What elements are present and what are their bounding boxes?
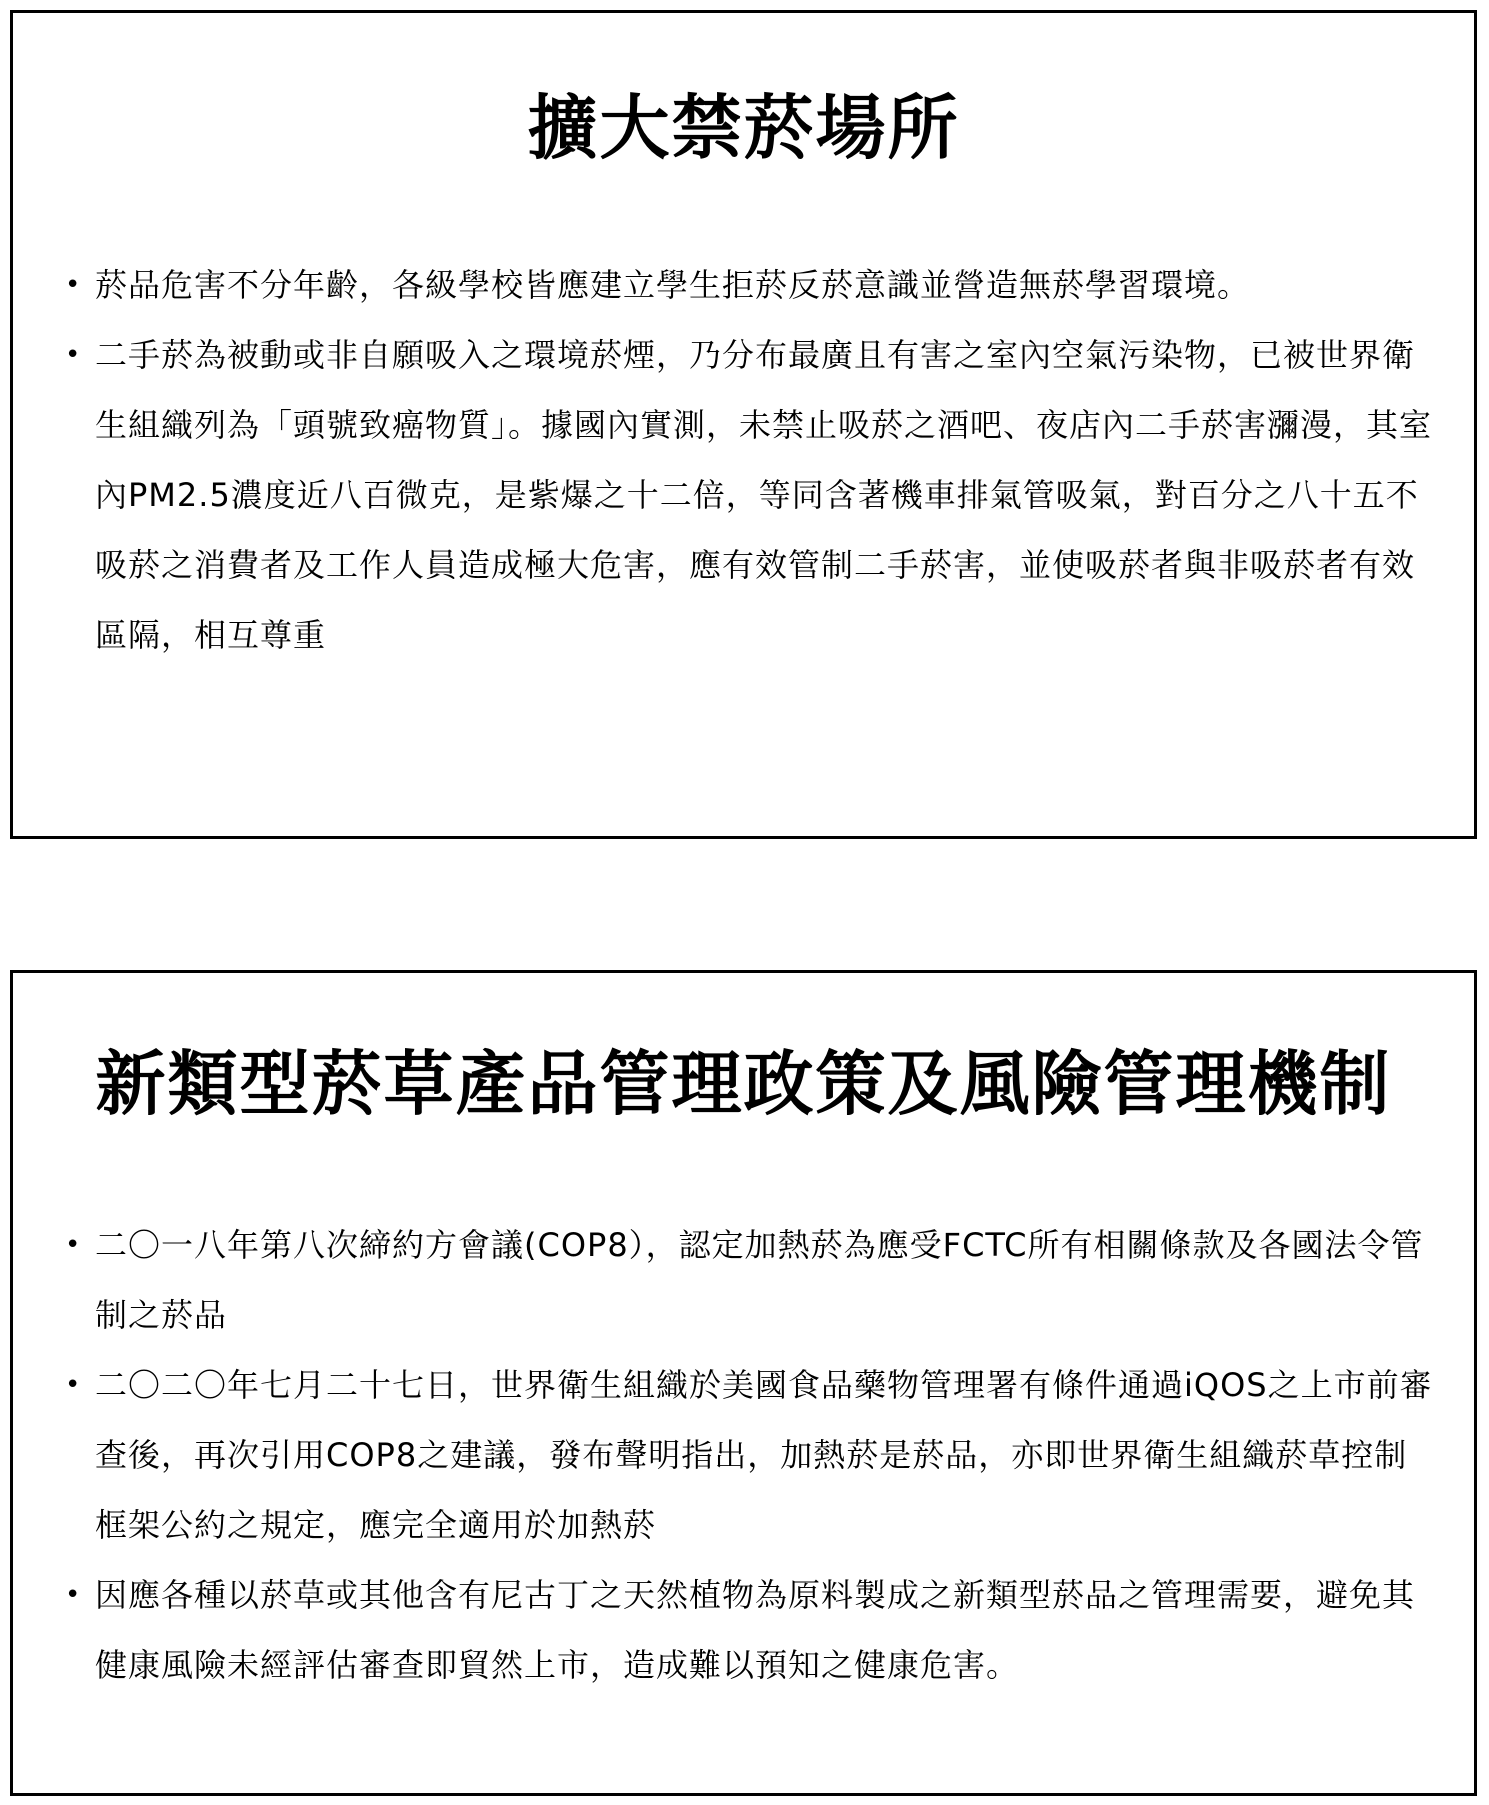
bullet-dot-icon: • bbox=[65, 1580, 82, 1610]
slide-title: 擴大禁菸場所 bbox=[527, 87, 960, 169]
bullet-item bbox=[13, 1560, 1474, 1700]
bullet-dot-icon: • bbox=[65, 340, 82, 370]
bullet-item bbox=[13, 320, 1474, 670]
bullet-text: 二手菸為被動或非自願吸入之環境菸煙，乃分布最廣且有害之室內空氣污染物，已被世界衛生組織列為「頭號致癌物質」。據國內實測，未禁止吸菸之酒吧、夜店內二手菸害瀰漫，其室內PM2.5濃度近八百微克，是紫爆之十二倍，等同含著機車排氣管吸氣，對百分之八十五不吸菸之消費者及工作人員造成極大危害，應有效管制二手菸害，並使吸菸者與非吸菸者有效區隔，相互尊重 bbox=[95, 336, 1433, 654]
bullet-item bbox=[13, 250, 1474, 320]
slide-title: 新類型菸草產品管理政策及風險管理機制 bbox=[95, 1043, 1392, 1125]
bullet-item bbox=[13, 1350, 1474, 1560]
slide-expand-smoke-free-places bbox=[10, 10, 1477, 839]
bullet-list bbox=[13, 250, 1474, 670]
slide-new-tobacco-products-policy bbox=[10, 970, 1477, 1796]
bullet-list bbox=[13, 1210, 1474, 1700]
bullet-text: 二〇一八年第八次締約方會議(COP8），認定加熱菸為應受FCTC所有相關條款及各國法令管制之菸品 bbox=[95, 1226, 1424, 1334]
bullet-text: 因應各種以菸草或其他含有尼古丁之天然植物為原料製成之新類型菸品之管理需要，避免其健康風險未經評估審查即貿然上市，造成難以預知之健康危害。 bbox=[95, 1576, 1416, 1684]
bullet-item bbox=[13, 1210, 1474, 1350]
bullet-dot-icon: • bbox=[65, 1230, 82, 1260]
bullet-text: 二〇二〇年七月二十七日，世界衛生組織於美國食品藥物管理署有條件通過iQOS之上市前審查後，再次引用COP8之建議，發布聲明指出，加熱菸是菸品，亦即世界衛生組織菸草控制框架公約之規定，應完全適用於加熱菸 bbox=[95, 1366, 1433, 1544]
bullet-text: 菸品危害不分年齡，各級學校皆應建立學生拒菸反菸意識並營造無菸學習環境。 bbox=[95, 266, 1251, 304]
bullet-dot-icon: • bbox=[65, 270, 82, 300]
bullet-dot-icon: • bbox=[65, 1370, 82, 1400]
